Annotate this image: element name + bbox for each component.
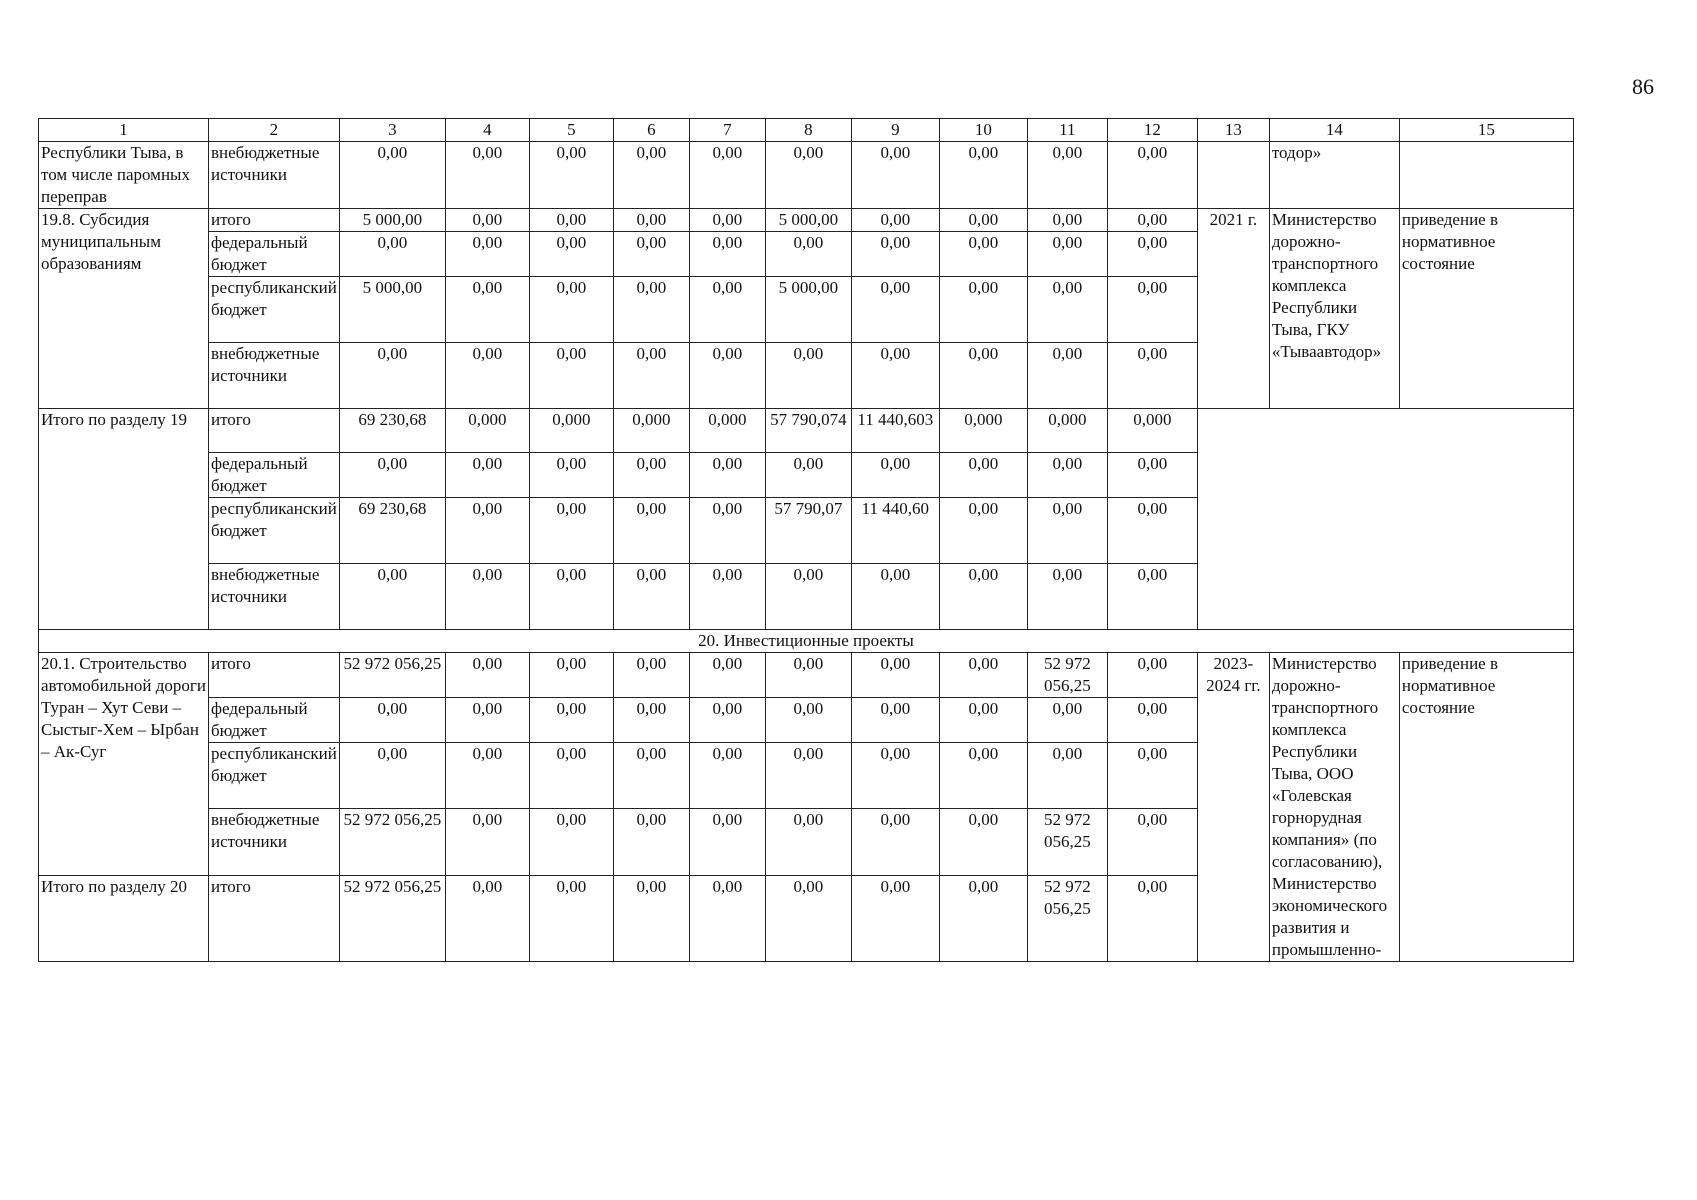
value-cell: 0,00 [689,453,765,498]
value-cell: 0,00 [1027,277,1107,343]
value-cell: 0,00 [689,698,765,743]
value-cell: 0,00 [939,809,1027,875]
funding-source: федеральный бюджет [209,698,340,743]
value-cell: 0,000 [613,409,689,453]
value-cell: 0,000 [445,409,529,453]
value-cell: 0,000 [529,409,613,453]
value-cell: 0,00 [613,653,689,698]
value-cell: 0,00 [851,809,939,875]
funding-source: республиканский бюджет [209,743,340,809]
value-cell: 0,00 [939,564,1027,630]
column-header: 3 [339,119,445,142]
page-number: 86 [1632,74,1654,99]
value-cell: 0,00 [339,142,445,209]
value-cell: 0,00 [613,142,689,209]
value-cell: 5 000,00 [765,209,851,232]
funding-source: внебюджетные источники [209,564,340,630]
value-cell: 0,00 [765,875,851,961]
result-cell [1399,142,1573,209]
value-cell: 0,00 [851,343,939,409]
value-cell: 0,00 [851,698,939,743]
value-cell: 0,00 [529,809,613,875]
value-cell: 0,00 [939,277,1027,343]
value-cell: 11 440,60 [851,498,939,564]
value-cell: 0,00 [529,564,613,630]
value-cell: 0,00 [689,875,765,961]
value-cell: 0,00 [445,564,529,630]
value-cell: 0,00 [939,453,1027,498]
value-cell: 11 440,603 [851,409,939,453]
value-cell: 0,00 [1107,142,1197,209]
value-cell: 0,00 [1107,564,1197,630]
responsible-cell: Министерство дорожно-транспортного комплекса Республики Тыва, ГКУ «Тываавтодор» [1269,209,1399,409]
item-name: Итого по разделу 19 [39,409,209,630]
value-cell: 0,00 [1107,343,1197,409]
value-cell: 0,00 [1107,653,1197,698]
result-cell: приведение в нормативное состояние [1399,209,1573,409]
value-cell: 0,00 [689,564,765,630]
value-cell: 0,00 [689,209,765,232]
value-cell: 0,00 [689,743,765,809]
funding-source: федеральный бюджет [209,232,340,277]
value-cell: 0,00 [765,453,851,498]
value-cell: 0,00 [613,498,689,564]
value-cell: 0,00 [1107,453,1197,498]
value-cell: 52 972 056,25 [339,875,445,961]
item-name: 20.1. Строительство автомобильной дороги Туран – Хут Севи – Сыстыг-Хем – Ырбан – Ак-Суг [39,653,209,876]
table-row [39,142,1574,209]
value-cell: 0,00 [689,809,765,875]
item-name: 19.8. Субсидия муниципальным образованиям [39,209,209,409]
value-cell: 0,00 [765,564,851,630]
value-cell: 0,00 [339,232,445,277]
table-row [39,630,1574,653]
column-header: 14 [1269,119,1399,142]
value-cell: 0,00 [1027,343,1107,409]
value-cell: 0,00 [851,743,939,809]
value-cell: 5 000,00 [765,277,851,343]
value-cell: 0,00 [765,698,851,743]
value-cell: 0,00 [1027,209,1107,232]
funding-source: итого [209,409,340,453]
value-cell: 0,00 [765,142,851,209]
value-cell: 0,00 [939,142,1027,209]
value-cell: 0,00 [445,875,529,961]
value-cell: 69 230,68 [339,409,445,453]
value-cell: 0,00 [613,875,689,961]
value-cell: 0,00 [613,453,689,498]
value-cell: 0,00 [939,232,1027,277]
value-cell: 0,00 [939,743,1027,809]
empty-cell [1197,409,1573,630]
value-cell: 52 972 056,25 [1027,809,1107,875]
funding-source: республиканский бюджет [209,498,340,564]
value-cell: 0,00 [613,209,689,232]
budget-table [38,118,1574,962]
period-cell [1197,142,1269,209]
value-cell: 0,00 [851,277,939,343]
value-cell: 0,00 [529,875,613,961]
responsible-cell: Министерство дорожно-транспортного комплекса Республики Тыва, ООО «Голевская горнорудная компания» (по согласованию), Министерство экономического развития и промышленно- [1269,653,1399,962]
value-cell: 0,00 [765,232,851,277]
value-cell: 52 972 056,25 [1027,653,1107,698]
value-cell: 52 972 056,25 [1027,875,1107,961]
value-cell: 0,00 [851,232,939,277]
table-row [39,119,1574,142]
column-header: 5 [529,119,613,142]
value-cell: 0,00 [1027,698,1107,743]
value-cell: 0,00 [851,453,939,498]
value-cell: 0,00 [1107,498,1197,564]
value-cell: 0,00 [339,698,445,743]
responsible-cell: тодор» [1269,142,1399,209]
value-cell: 0,000 [939,409,1027,453]
column-header: 15 [1399,119,1573,142]
value-cell: 0,00 [1027,142,1107,209]
funding-source: итого [209,209,340,232]
value-cell: 0,000 [689,409,765,453]
table-row [39,653,1574,698]
value-cell: 0,00 [613,343,689,409]
value-cell: 0,00 [1027,743,1107,809]
value-cell: 0,00 [529,653,613,698]
value-cell: 0,00 [445,142,529,209]
column-header: 7 [689,119,765,142]
funding-source: внебюджетные источники [209,142,340,209]
item-name: Республики Тыва, в том числе паромных переправ [39,142,209,209]
column-header: 13 [1197,119,1269,142]
value-cell: 52 972 056,25 [339,809,445,875]
funding-source: итого [209,653,340,698]
value-cell: 0,00 [529,743,613,809]
value-cell: 0,00 [689,232,765,277]
value-cell: 0,00 [445,698,529,743]
value-cell: 57 790,074 [765,409,851,453]
column-header: 11 [1027,119,1107,142]
value-cell: 0,00 [529,698,613,743]
value-cell: 0,00 [529,142,613,209]
value-cell: 0,00 [851,564,939,630]
value-cell: 0,00 [689,498,765,564]
value-cell: 0,00 [689,343,765,409]
period-cell: 2023-2024 гг. [1197,653,1269,962]
value-cell: 0,00 [445,498,529,564]
value-cell: 0,00 [613,564,689,630]
column-header: 4 [445,119,529,142]
value-cell: 0,00 [1107,277,1197,343]
value-cell: 0,00 [851,209,939,232]
value-cell: 0,00 [445,343,529,409]
value-cell: 0,00 [529,277,613,343]
value-cell: 0,00 [529,209,613,232]
value-cell: 0,00 [939,875,1027,961]
value-cell: 0,00 [339,453,445,498]
column-header: 10 [939,119,1027,142]
value-cell: 69 230,68 [339,498,445,564]
value-cell: 0,00 [445,453,529,498]
value-cell: 0,00 [445,232,529,277]
value-cell: 0,00 [445,743,529,809]
value-cell: 0,00 [1107,809,1197,875]
column-header: 9 [851,119,939,142]
value-cell: 0,00 [1107,743,1197,809]
value-cell: 0,00 [1107,698,1197,743]
funding-source: итого [209,875,340,961]
value-cell: 0,00 [1027,498,1107,564]
value-cell: 0,00 [529,498,613,564]
item-name: Итого по разделу 20 [39,875,209,961]
value-cell: 0,00 [1107,875,1197,961]
value-cell: 0,00 [339,743,445,809]
value-cell: 0,00 [939,209,1027,232]
value-cell: 0,000 [1107,409,1197,453]
value-cell: 0,00 [689,653,765,698]
value-cell: 0,00 [445,209,529,232]
value-cell: 5 000,00 [339,277,445,343]
value-cell: 0,00 [765,809,851,875]
column-header: 12 [1107,119,1197,142]
value-cell: 0,00 [613,698,689,743]
section-title: 20. Инвестиционные проекты [39,630,1574,653]
value-cell: 0,000 [1027,409,1107,453]
column-header: 6 [613,119,689,142]
value-cell: 0,00 [939,653,1027,698]
value-cell: 0,00 [689,142,765,209]
value-cell: 0,00 [1027,453,1107,498]
funding-source: внебюджетные источники [209,343,340,409]
value-cell: 0,00 [765,743,851,809]
value-cell: 0,00 [765,653,851,698]
value-cell: 0,00 [851,875,939,961]
column-header: 1 [39,119,209,142]
value-cell: 0,00 [939,498,1027,564]
column-header: 8 [765,119,851,142]
funding-source: внебюджетные источники [209,809,340,875]
value-cell: 0,00 [689,277,765,343]
value-cell: 0,00 [613,277,689,343]
period-cell: 2021 г. [1197,209,1269,409]
result-cell: приведение в нормативное состояние [1399,653,1573,962]
funding-source: федеральный бюджет [209,453,340,498]
value-cell: 0,00 [939,343,1027,409]
value-cell: 0,00 [529,232,613,277]
value-cell: 52 972 056,25 [339,653,445,698]
value-cell: 0,00 [613,232,689,277]
value-cell: 0,00 [765,343,851,409]
value-cell: 0,00 [1027,232,1107,277]
value-cell: 0,00 [445,809,529,875]
value-cell: 0,00 [1027,564,1107,630]
column-header: 2 [209,119,340,142]
value-cell: 0,00 [1107,232,1197,277]
funding-source: республиканский бюджет [209,277,340,343]
value-cell: 0,00 [851,142,939,209]
value-cell: 0,00 [445,653,529,698]
table-row [39,209,1574,232]
value-cell: 0,00 [529,453,613,498]
value-cell: 0,00 [339,343,445,409]
value-cell: 0,00 [529,343,613,409]
value-cell: 0,00 [939,698,1027,743]
value-cell: 0,00 [1107,209,1197,232]
table-row [39,409,1574,453]
value-cell: 0,00 [613,809,689,875]
value-cell: 0,00 [613,743,689,809]
value-cell: 0,00 [445,277,529,343]
value-cell: 5 000,00 [339,209,445,232]
value-cell: 57 790,07 [765,498,851,564]
value-cell: 0,00 [851,653,939,698]
value-cell: 0,00 [339,564,445,630]
